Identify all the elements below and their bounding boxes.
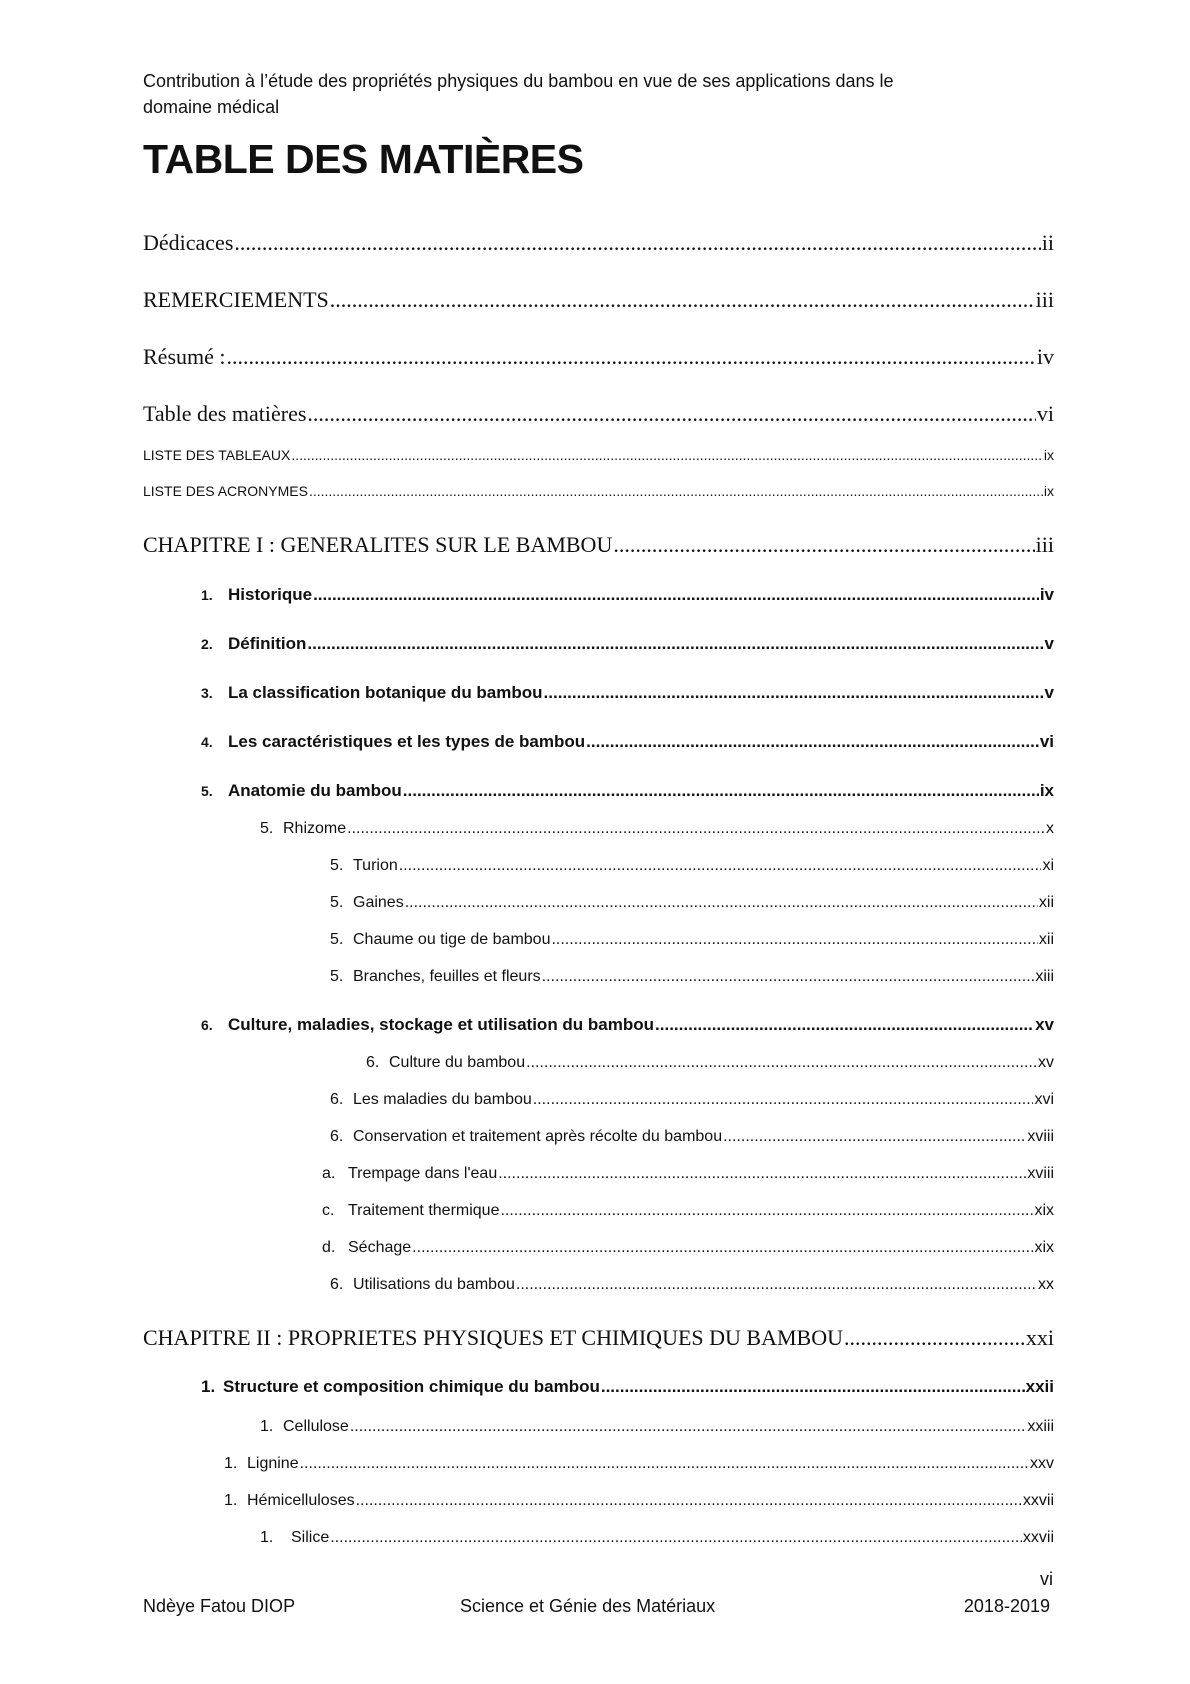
toc-entry-maladies[interactable] xyxy=(330,1091,1054,1109)
toc-entry-number: 5. xyxy=(201,783,213,799)
toc-entry-hemicelluloses[interactable] xyxy=(224,1492,1054,1510)
toc-leader xyxy=(291,447,1043,463)
page-title: TABLE DES MATIÈRES xyxy=(143,136,584,182)
toc-page-number: x xyxy=(1046,820,1054,837)
toc-page-number: xix xyxy=(1034,1239,1054,1256)
toc-entry-text: Rhizome xyxy=(283,820,347,837)
toc-entry-number: 6. xyxy=(201,1017,213,1033)
toc-entry-text: Les maladies du bambou xyxy=(353,1091,532,1108)
page-number: vi xyxy=(1040,1569,1053,1589)
header-line-1: Contribution à l’étude des propriétés physiques du bambou en vue de ses applications dans le xyxy=(143,71,894,91)
toc-page-number: xxv xyxy=(1030,1455,1054,1472)
toc-page-number: ix xyxy=(1043,447,1054,463)
footer-author: Ndèye Fatou DIOP xyxy=(143,1596,296,1616)
toc-leader xyxy=(516,1276,1037,1294)
toc-entry-number: 5. xyxy=(330,968,344,985)
toc-leader xyxy=(356,1492,1022,1510)
toc-entry-text: Culture, maladies, stockage et utilisation du bambou xyxy=(228,1015,655,1034)
toc-entry-rhizome[interactable] xyxy=(260,820,1054,838)
toc-leader xyxy=(601,1377,1025,1397)
toc-entry-number: 6. xyxy=(330,1276,344,1293)
toc-entry-text: Silice xyxy=(291,1529,330,1546)
toc-entry-remerciements[interactable] xyxy=(143,287,1054,313)
toc-entry-number: d. xyxy=(322,1239,336,1256)
toc-entry-number: 1. xyxy=(260,1418,274,1435)
toc-entry-text: Les caractéristiques et les types de bambou xyxy=(228,732,586,751)
toc-page-number: ii xyxy=(1041,230,1054,255)
toc-leader xyxy=(399,857,1042,875)
toc-entry-text: Anatomie du bambou xyxy=(228,781,402,800)
toc-entry-historique[interactable] xyxy=(201,585,1054,605)
toc-page-number: iv xyxy=(1039,585,1054,604)
toc-entry-text: Structure et composition chimique du bambou xyxy=(223,1377,600,1396)
toc-entry-text: Définition xyxy=(228,634,307,653)
toc-entry-text: Chaume ou tige de bambou xyxy=(353,931,551,948)
toc-leader xyxy=(313,585,1039,605)
toc-leader xyxy=(405,894,1038,912)
toc-entry-anatomie[interactable] xyxy=(201,781,1054,801)
toc-entry-number: 2. xyxy=(201,636,213,652)
toc-page-number: ix xyxy=(1043,483,1054,499)
toc-entry-number: 5. xyxy=(260,820,274,837)
toc-entry-text: Traitement thermique xyxy=(348,1202,500,1219)
toc-leader xyxy=(227,344,1036,370)
toc-entry-text: CHAPITRE II : PROPRIETES PHYSIQUES ET CHIMIQUES DU BAMBOU xyxy=(143,1325,843,1350)
toc-entry-classification[interactable] xyxy=(201,683,1054,703)
toc-page-number: xviii xyxy=(1027,1165,1054,1182)
toc-entry-cellulose[interactable] xyxy=(260,1418,1054,1436)
toc-entry-number: 5. xyxy=(330,931,344,948)
toc-leader xyxy=(307,634,1043,654)
toc-entry-text: LISTE DES ACRONYMES xyxy=(143,483,308,499)
toc-page-number: vi xyxy=(1036,401,1054,426)
toc-entry-chapitre-2[interactable] xyxy=(143,1325,1054,1351)
toc-entry-number: c. xyxy=(322,1202,335,1219)
toc-entry-chaume[interactable] xyxy=(330,931,1054,949)
toc-entry-chapitre-1[interactable] xyxy=(143,532,1054,558)
toc-entry-table-des-matieres[interactable] xyxy=(143,401,1054,427)
toc-page-number: xiii xyxy=(1035,968,1054,985)
toc-leader xyxy=(300,1455,1029,1473)
toc-entry-text: Gaines xyxy=(353,894,404,911)
toc-leader xyxy=(412,1239,1033,1257)
toc-entry-definition[interactable] xyxy=(201,634,1054,654)
toc-entry-number: 6. xyxy=(330,1091,344,1108)
toc-entry-resume[interactable] xyxy=(143,344,1054,370)
footer-department: Science et Génie des Matériaux xyxy=(460,1596,716,1616)
toc-entry-text: Table des matières xyxy=(143,401,307,426)
toc-entry-text: Turion xyxy=(353,857,398,874)
toc-page-number: xii xyxy=(1038,931,1054,948)
toc-page-number: xii xyxy=(1038,894,1054,911)
toc-entry-text: Séchage xyxy=(348,1239,412,1256)
toc-leader xyxy=(544,683,1044,703)
toc-entry-number: 5. xyxy=(330,894,344,911)
toc-entry-trempage[interactable] xyxy=(322,1165,1054,1183)
toc-page-number: xviii xyxy=(1027,1128,1054,1145)
toc-leader xyxy=(309,483,1043,499)
toc-leader xyxy=(234,230,1040,256)
toc-entry-number: 1. xyxy=(260,1529,274,1546)
toc-entry-text: Cellulose xyxy=(283,1418,349,1435)
toc-entry-utilisations[interactable] xyxy=(330,1276,1054,1294)
toc-leader xyxy=(330,287,1035,313)
toc-leader xyxy=(533,1091,1034,1109)
toc-page-number: xi xyxy=(1042,857,1054,874)
toc-leader xyxy=(844,1325,1025,1351)
footer-year: 2018-2019 xyxy=(963,1596,1050,1616)
toc-entry-structure-composition[interactable] xyxy=(201,1377,1054,1397)
toc-page-number: xxvii xyxy=(1022,1492,1054,1509)
toc-page-number: xxiii xyxy=(1027,1418,1054,1435)
toc-page-number: xv xyxy=(1035,1015,1054,1034)
toc-entry-text: LISTE DES TABLEAUX xyxy=(143,447,291,463)
toc-leader xyxy=(500,1202,1033,1220)
toc-entry-dedicaces[interactable] xyxy=(143,230,1054,256)
toc-entry-turion[interactable] xyxy=(330,857,1054,875)
toc-entry-number: 1. xyxy=(224,1455,238,1472)
toc-page-number: iii xyxy=(1035,532,1054,557)
toc-page-number: xv xyxy=(1038,1054,1054,1071)
toc-leader xyxy=(655,1015,1034,1035)
toc-entry-gaines[interactable] xyxy=(330,894,1054,912)
toc-page-number: xvi xyxy=(1034,1091,1054,1108)
toc-entry-number: 1. xyxy=(201,587,213,603)
toc-entry-text: Historique xyxy=(228,585,313,604)
toc-page-number: xxii xyxy=(1025,1377,1054,1396)
toc-leader xyxy=(350,1418,1027,1436)
toc-leader xyxy=(613,532,1034,558)
toc-entry-liste-des-acronymes[interactable] xyxy=(143,483,1054,499)
toc-entry-number: 3. xyxy=(201,685,213,701)
toc-page-number: xx xyxy=(1038,1276,1054,1293)
toc-entry-text: Conservation et traitement après récolte du bambou xyxy=(353,1128,723,1145)
toc-leader xyxy=(551,931,1037,949)
toc-entry-number: 5. xyxy=(330,857,344,874)
toc-leader xyxy=(723,1128,1026,1146)
toc-leader xyxy=(403,781,1039,801)
toc-page-number: v xyxy=(1044,634,1054,653)
toc-entry-text: Culture du bambou xyxy=(389,1054,526,1071)
toc-entry-sechage[interactable] xyxy=(322,1239,1054,1257)
running-footer xyxy=(143,1596,1054,1624)
toc-entry-culture-maladies[interactable] xyxy=(201,1015,1054,1035)
toc-entry-number: 4. xyxy=(201,734,213,750)
toc-page-number: ix xyxy=(1039,781,1054,800)
toc-entry-number: 6. xyxy=(330,1128,344,1145)
toc-leader xyxy=(307,401,1035,427)
toc-leader xyxy=(498,1165,1026,1183)
toc-entry-number: 1. xyxy=(224,1492,238,1509)
toc-leader xyxy=(586,732,1039,752)
toc-entry-lignine[interactable] xyxy=(224,1455,1054,1473)
toc-entry-number: a. xyxy=(322,1165,336,1182)
toc-page-number: xxi xyxy=(1025,1325,1054,1350)
toc-page-number: v xyxy=(1044,683,1054,702)
toc-entry-culture-du-bambou[interactable] xyxy=(366,1054,1054,1072)
toc-entry-caracteristiques[interactable] xyxy=(201,732,1054,752)
toc-entry-text: Dédicaces xyxy=(143,230,234,255)
toc-entry-liste-des-tableaux[interactable] xyxy=(143,447,1054,463)
toc-entry-text: Branches, feuilles et fleurs xyxy=(353,968,541,985)
toc-page-number: xxvii xyxy=(1022,1529,1054,1546)
toc-page-number: vi xyxy=(1039,732,1054,751)
toc-leader xyxy=(330,1529,1022,1547)
toc-entry-number: 6. xyxy=(366,1054,380,1071)
toc-entry-text: REMERCIEMENTS xyxy=(143,287,329,312)
toc-entry-text: Lignine xyxy=(247,1455,299,1472)
toc-entry-conservation[interactable] xyxy=(330,1128,1054,1146)
toc-entry-text: CHAPITRE I : GENERALITES SUR LE BAMBOU xyxy=(143,532,613,557)
toc-entry-text: Hémicelluloses xyxy=(247,1492,355,1509)
toc-entry-number: 1. xyxy=(201,1377,216,1396)
header-line-2: domaine médical xyxy=(143,97,280,117)
toc-page-number: xix xyxy=(1034,1202,1054,1219)
toc-entry-text: Résumé : xyxy=(143,344,226,369)
toc-leader xyxy=(347,820,1045,838)
toc-entry-text: Utilisations du bambou xyxy=(353,1276,515,1293)
toc-entry-traitement-thermique[interactable] xyxy=(322,1202,1054,1220)
toc-entry-text: Trempage dans l'eau xyxy=(348,1165,498,1182)
toc-entry-silice[interactable] xyxy=(260,1529,1054,1547)
toc-page-number: iii xyxy=(1035,287,1054,312)
toc-page-number: iv xyxy=(1036,344,1054,369)
toc-leader xyxy=(526,1054,1037,1072)
toc-leader xyxy=(542,968,1035,986)
toc-entry-text: La classification botanique du bambou xyxy=(228,683,543,702)
toc-entry-branches[interactable] xyxy=(330,968,1054,986)
